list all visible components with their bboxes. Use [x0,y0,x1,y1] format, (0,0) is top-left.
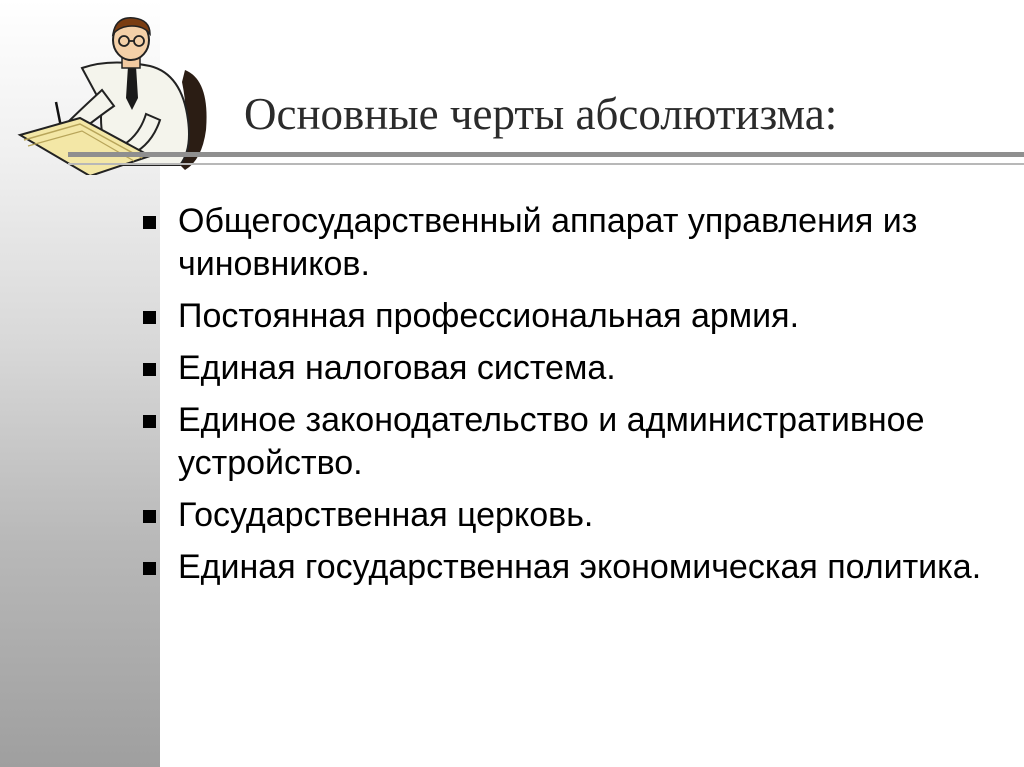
bullet-text: Государственная церковь. [178,496,594,534]
list-item [142,295,1012,338]
list-item [142,200,1012,286]
list-item [142,546,1012,589]
bullet-text: Единое законодательство и административное устройство. [178,401,925,482]
title-divider [68,152,1024,157]
bullet-text: Единая налоговая система. [178,349,616,387]
square-bullet-icon [143,311,156,324]
bullet-text: Общегосударственный аппарат управления из чиновников. [178,202,918,283]
square-bullet-icon [143,510,156,523]
square-bullet-icon [143,363,156,376]
list-item [142,494,1012,537]
title-divider-thin [68,163,1024,165]
square-bullet-icon [143,562,156,575]
square-bullet-icon [143,415,156,428]
bullet-list [142,200,1012,598]
list-item [142,399,1012,485]
writing-scholar-icon [10,10,220,175]
list-item [142,347,1012,390]
square-bullet-icon [143,216,156,229]
slide-title: Основные черты абсолютизма: [244,89,838,139]
bullet-text: Постоянная профессиональная армия. [178,297,800,335]
bullet-text: Единая государственная экономическая политика. [178,548,982,586]
